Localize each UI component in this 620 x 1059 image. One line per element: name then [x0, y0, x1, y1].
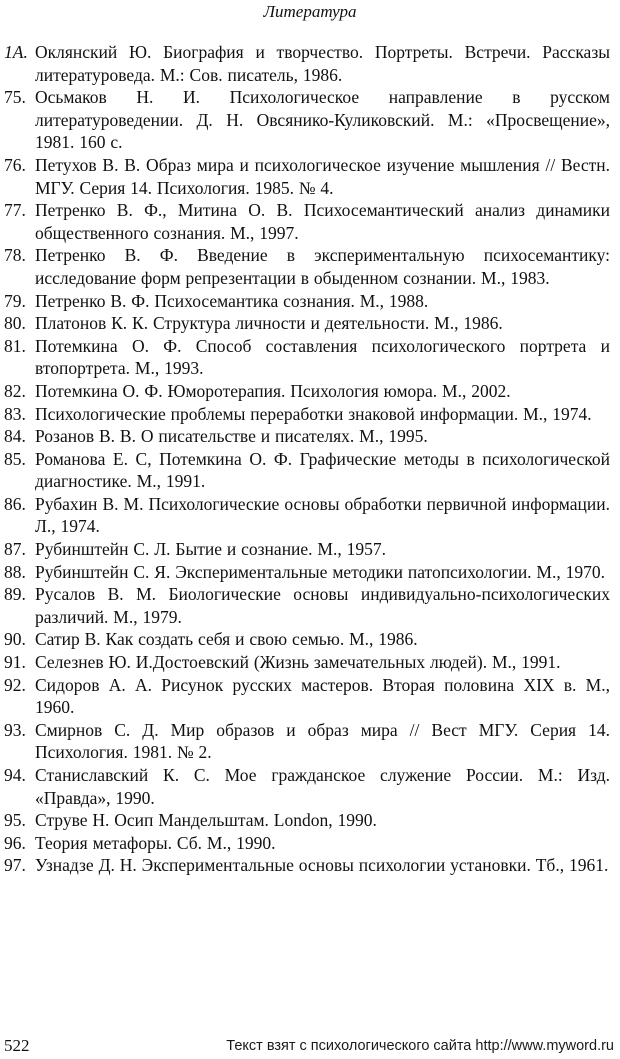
- reference-number: 86.: [4, 493, 26, 514]
- reference-text: Оклянский Ю. Биография и творчество. Портреты. Встречи. Рассказы литературоведа. М.: Сов. писатель, 1986.: [35, 42, 610, 85]
- reference-text: Петренко В. Ф. Введение в экспериментальную психосемантику: исследование форм репрезентации в обыденном сознании. М., 1983.: [35, 245, 610, 288]
- reference-number: 82.: [4, 380, 26, 401]
- reference-list: [4, 41, 610, 877]
- reference-number: 95.: [4, 810, 26, 831]
- reference-item: [4, 425, 610, 448]
- reference-text: Платонов К. К. Структура личности и деятельности. М., 1986.: [35, 313, 503, 334]
- reference-text: Рубинштейн С. Л. Бытие и сознание. М., 1957.: [35, 539, 386, 560]
- reference-text: Сатир В. Как создать себя и свою семью. М., 1986.: [35, 629, 418, 650]
- reference-item: [4, 719, 610, 764]
- reference-item: [4, 86, 610, 154]
- reference-number: 81.: [4, 335, 26, 356]
- reference-text: Селезнев Ю. И.Достоевский (Жизнь замечательных людей). М., 1991.: [35, 652, 561, 673]
- reference-text: Петренко В. Ф. Психосемантика сознания. М., 1988.: [35, 290, 429, 311]
- reference-text: Узнадзе Д. Н. Экспериментальные основы психологии установки. Тб., 1961.: [35, 855, 609, 876]
- reference-item: [4, 493, 610, 538]
- reference-item: [4, 403, 610, 426]
- reference-text: Психологические проблемы переработки знаковой информации. М., 1974.: [35, 403, 592, 424]
- footer-note: Текст взят с психологического сайта http://www.myword.ru: [226, 1038, 614, 1054]
- reference-text: Осьмаков Н. И. Психологическое направление в русском литературоведении. Д. Н. Овсянико-Куликовский. М.: «Просвещение», 1981. 160 с.: [35, 87, 610, 153]
- reference-number: 94.: [4, 765, 26, 785]
- reference-item: [4, 290, 610, 313]
- reference-number: 80.: [4, 313, 26, 334]
- reference-text: Розанов В. В. О писательстве и писателях. М., 1995.: [35, 426, 428, 447]
- reference-text: Станиславский К. С. Мое гражданское служение России. М.: Изд. «Правда», 1990.: [35, 765, 610, 808]
- reference-number: 97.: [4, 855, 26, 876]
- reference-text: Струве Н. Осип Мандельштам. London, 1990.: [35, 810, 377, 831]
- reference-item: [4, 41, 610, 86]
- reference-item: [4, 312, 610, 335]
- reference-number: 84.: [4, 426, 26, 447]
- reference-item: [4, 448, 610, 493]
- reference-item: [4, 764, 610, 809]
- reference-number: 89.: [4, 584, 26, 605]
- reference-text: Теория метафоры. Сб. М., 1990.: [35, 832, 276, 853]
- reference-item: [4, 244, 610, 289]
- reference-item: [4, 854, 610, 877]
- reference-text: Смирнов С. Д. Мир образов и образ мира // Вест МГУ. Серия 14. Психология. 1981. № 2.: [35, 719, 610, 763]
- reference-number: 91.: [4, 652, 26, 673]
- reference-item: [4, 335, 610, 380]
- reference-item: [4, 154, 610, 199]
- reference-item: [4, 380, 610, 403]
- reference-text: Петренко В. Ф., Митина О. В. Психосемантический анализ динамики общественного сознания. М., 1997.: [35, 200, 610, 243]
- reference-text: Петухов В. В. Образ мира и психологическое изучение мышления // Вестн. МГУ. Серия 14. Психология. 1985. № 4.: [35, 154, 610, 198]
- reference-text: Романова Е. С, Потемкина О. Ф. Графические методы в психологической диагностике. М., 1991.: [35, 448, 610, 492]
- reference-item: [4, 651, 610, 674]
- reference-text: Русалов В. М. Биологические основы индивидуально-психологических различий. М., 1979.: [35, 584, 610, 627]
- reference-number: 87.: [4, 539, 26, 560]
- reference-text: Рубинштейн С. Я. Экспериментальные методики патопсихологии. М., 1970.: [35, 561, 605, 582]
- reference-number: 75.: [4, 87, 26, 108]
- reference-number: 83.: [4, 403, 26, 424]
- reference-item: [4, 538, 610, 561]
- reference-text: Рубахин В. М. Психологические основы обработки первичной информации. Л., 1974.: [35, 493, 610, 537]
- running-head: Литература: [263, 2, 357, 21]
- reference-number: 78.: [4, 245, 26, 266]
- reference-text: Потемкина О. Ф. Способ составления психологического портрета и втопортрета. М., 1993.: [35, 335, 610, 379]
- reference-number: 90.: [4, 629, 26, 650]
- reference-number: 92.: [4, 674, 26, 695]
- reference-number: 85.: [4, 448, 26, 469]
- reference-number: 76.: [4, 154, 26, 175]
- reference-number: 1A.: [4, 42, 28, 62]
- reference-item: [4, 832, 610, 855]
- reference-number: 79.: [4, 290, 26, 311]
- reference-number: 96.: [4, 832, 26, 853]
- reference-item: [4, 809, 610, 832]
- reference-text: Потемкина О. Ф. Юморотерапия. Психология юмора. М., 2002.: [35, 380, 511, 401]
- reference-text: Сидоров А. А. Рисунок русских мастеров. Вторая половина XIX в. М., 1960.: [35, 674, 610, 718]
- page-number: 522: [4, 1036, 30, 1055]
- reference-number: 88.: [4, 561, 26, 582]
- reference-number: 93.: [4, 719, 26, 740]
- reference-item: [4, 561, 610, 584]
- reference-item: [4, 628, 610, 651]
- reference-number: 77.: [4, 200, 26, 221]
- reference-item: [4, 674, 610, 719]
- reference-item: [4, 199, 610, 244]
- reference-item: [4, 583, 610, 628]
